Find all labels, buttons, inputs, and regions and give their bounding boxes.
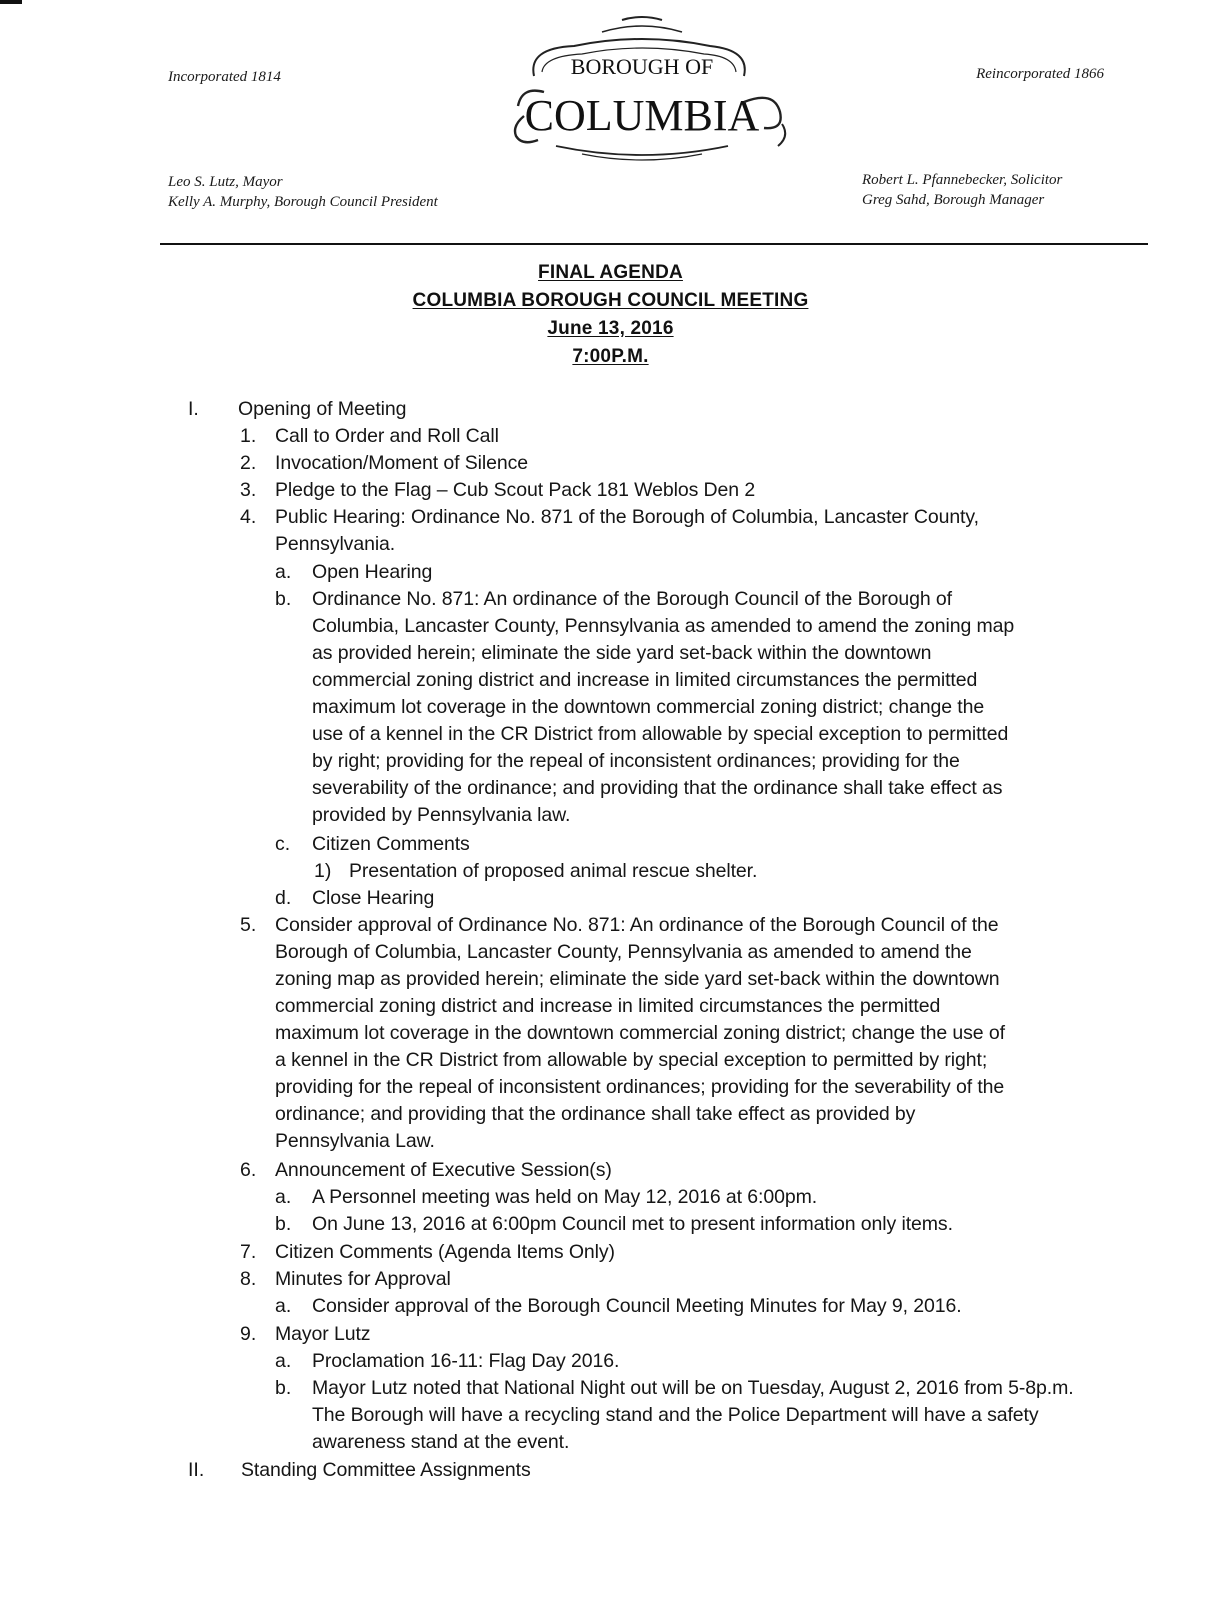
agenda-item-line: commercial zoning district and increase in limited circumstances the permitted — [275, 995, 941, 1017]
item-marker: 1. — [240, 425, 257, 447]
agenda-item-line: maximum lot coverage in the downtown commercial zoning district; change the use of — [275, 1022, 1005, 1044]
agenda-item-line: Pennsylvania. — [275, 533, 396, 555]
agenda-item-line: Borough of Columbia, Lancaster County, Pennsylvania as amended to amend the — [275, 941, 972, 963]
agenda-subitem-line: commercial zoning district and increase in limited circumstances the permitted — [312, 669, 978, 691]
agenda-subitem-line: as provided herein; eliminate the side yard set-back within the downtown — [312, 642, 932, 664]
agenda-subitem: Consider approval of the Borough Council Meeting Minutes for May 9, 2016. — [312, 1295, 962, 1317]
agenda-subitem-line: The Borough will have a recycling stand and the Police Department will have a safety — [312, 1404, 1039, 1426]
mayor-name: Leo S. Lutz, Mayor — [168, 174, 283, 190]
subitem-marker: a. — [275, 1186, 292, 1208]
solicitor-name: Robert L. Pfannebecker, Solicitor — [862, 172, 1063, 188]
agenda-subitem-line: Mayor Lutz noted that National Night out will be on Tuesday, August 2, 2016 from 5-8p.m. — [312, 1377, 1074, 1399]
agenda-item-line: Pennsylvania Law. — [275, 1130, 435, 1152]
logo-columbia-text: COLUMBIA — [524, 91, 760, 140]
agenda-item: Minutes for Approval — [275, 1268, 451, 1290]
subitem-marker: a. — [275, 561, 292, 583]
agenda-item-line: ordinance; and providing that the ordinance shall take effect as provided by — [275, 1103, 916, 1125]
council-president-name: Kelly A. Murphy, Borough Council President — [168, 194, 438, 210]
agenda-item-line: zoning map as provided herein; eliminate the side yard set-back within the downtown — [275, 968, 1000, 990]
title-time: 7:00P.M. — [572, 346, 649, 367]
subitem-marker: d. — [275, 887, 292, 909]
item-marker: 5. — [240, 914, 257, 936]
agenda-subitem-line: provided by Pennsylvania law. — [312, 804, 571, 826]
agenda-item: Call to Order and Roll Call — [275, 425, 499, 447]
manager-name: Greg Sahd, Borough Manager — [862, 192, 1045, 208]
item-marker: 6. — [240, 1159, 257, 1181]
title-final-agenda: FINAL AGENDA — [538, 262, 683, 283]
agenda-subitem: Open Hearing — [312, 561, 433, 583]
agenda-subitem-line: Columbia, Lancaster County, Pennsylvania as amended to amend the zoning map — [312, 615, 1015, 637]
agenda-subitem: On June 13, 2016 at 6:00pm Council met to present information only items. — [312, 1213, 953, 1235]
section-marker: I. — [188, 398, 199, 420]
agenda-subitem-line: awareness stand at the event. — [312, 1431, 570, 1453]
subitem-marker: a. — [275, 1350, 292, 1372]
reincorporated-date: Reincorporated 1866 — [976, 66, 1104, 82]
agenda-item-line: Public Hearing: Ordinance No. 871 of the Borough of Columbia, Lancaster County, — [275, 506, 979, 528]
agenda-subitem-line: severability of the ordinance; and providing that the ordinance shall take effect as — [312, 777, 1003, 799]
subitem-marker: a. — [275, 1295, 292, 1317]
agenda-item-line: providing for the repeal of inconsistent ordinances; providing for the severability of the — [275, 1076, 1005, 1098]
incorporated-date: Incorporated 1814 — [168, 69, 281, 85]
agenda-subsubitem: Presentation of proposed animal rescue shelter. — [349, 860, 758, 882]
agenda-subitem-line: maximum lot coverage in the downtown commercial zoning district; change the — [312, 696, 985, 718]
title-date: June 13, 2016 — [547, 318, 674, 339]
agenda-subitem: Proclamation 16-11: Flag Day 2016. — [312, 1350, 620, 1372]
item-marker: 7. — [240, 1241, 257, 1263]
agenda-item: Invocation/Moment of Silence — [275, 452, 529, 474]
section-marker: II. — [188, 1459, 205, 1481]
subitem-marker: b. — [275, 1213, 292, 1235]
item-marker: 8. — [240, 1268, 257, 1290]
agenda-item: Announcement of Executive Session(s) — [275, 1159, 612, 1181]
item-marker: 2. — [240, 452, 257, 474]
agenda-item: Citizen Comments (Agenda Items Only) — [275, 1241, 615, 1263]
subsubitem-marker: 1) — [314, 860, 332, 882]
item-marker: 3. — [240, 479, 257, 501]
agenda-item-line: Consider approval of Ordinance No. 871: An ordinance of the Borough Council of the — [275, 914, 999, 936]
agenda-item: Pledge to the Flag – Cub Scout Pack 181 Weblos Den 2 — [275, 479, 756, 501]
agenda-subitem: A Personnel meeting was held on May 12, 2016 at 6:00pm. — [312, 1186, 818, 1208]
subitem-marker: c. — [275, 833, 291, 855]
item-marker: 9. — [240, 1323, 257, 1345]
agenda-subitem-line: Ordinance No. 871: An ordinance of the Borough Council of the Borough of — [312, 588, 952, 610]
agenda-subitem: Citizen Comments — [312, 833, 470, 855]
subitem-marker: b. — [275, 1377, 292, 1399]
logo-borough-of-text: BOROUGH OF — [570, 54, 714, 79]
agenda-subitem-line: use of a kennel in the CR District from allowable by special exception to permitted — [312, 723, 1009, 745]
subitem-marker: b. — [275, 588, 292, 610]
item-marker: 4. — [240, 506, 257, 528]
section-title: Opening of Meeting — [238, 398, 407, 420]
title-meeting: COLUMBIA BOROUGH COUNCIL MEETING — [412, 290, 809, 311]
agenda-subitem-line: by right; providing for the repeal of inconsistent ordinances; providing for the — [312, 750, 960, 772]
section-title: Standing Committee Assignments — [241, 1459, 531, 1481]
agenda-item-line: a kennel in the CR District from allowable by special exception to permitted by right; — [275, 1049, 988, 1071]
agenda-item: Mayor Lutz — [275, 1323, 371, 1345]
agenda-subitem: Close Hearing — [312, 887, 435, 909]
